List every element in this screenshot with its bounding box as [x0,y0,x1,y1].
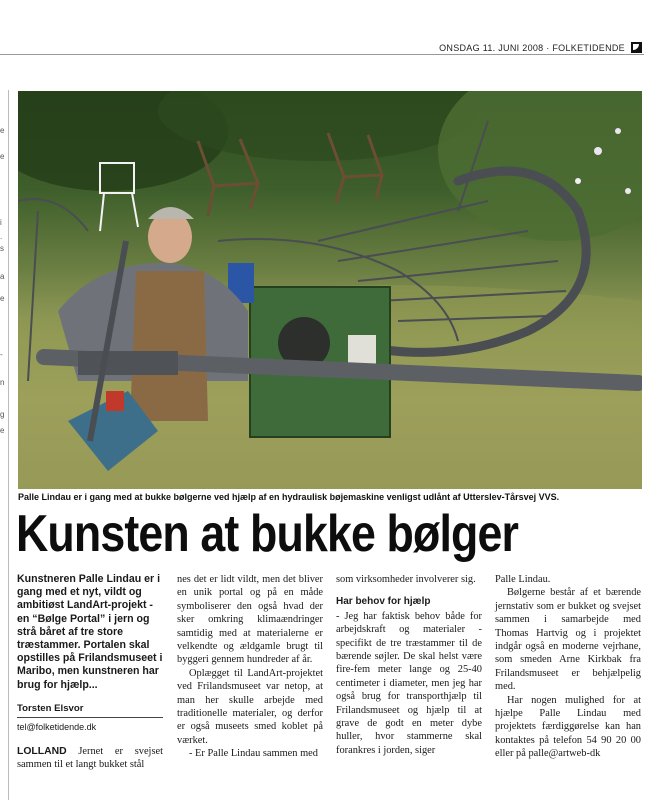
article-column-1 [17,573,163,771]
body-paragraph: Har nogen mulighed for at hjælpe Palle Lindau med projektets færdiggørelse kan han kontaktes på telefon 54 90 20 00 eller på palle@artweb-dk [495,694,641,760]
gutter-glyph: - [0,350,3,359]
gutter-glyph: e [0,152,5,161]
gutter-glyph: g [0,410,5,419]
gutter-glyph: n [0,378,5,387]
body-text: Jernet er svejset sammen til et langt bukket stål [17,745,163,771]
article-lead: Kunstneren Palle Lindau er i gang med et nyt, vildt og ambitiøst LandArt-projekt - en “Bølge Portal” i jern og strå båret af tre store træstammer. Portalen skal opstilles på Frilandsmuseet i Maribo, men kunstneren har brug for hjælp... [17,573,163,691]
subheading: Har behov for hjælp [336,596,431,608]
photo-illustration [18,91,642,489]
gutter-glyph: i [0,218,2,227]
article-column-4 [495,573,641,761]
gutter-glyph: a [0,272,5,281]
page-header [439,42,642,53]
article-column-2 [177,573,323,761]
gutter-glyph: . [0,232,3,241]
body-paragraph: - Jeg har faktisk behov både for arbejdskraft og materialer - specifikt de tre træstammer til de bærende søjler. De skal helst være fire-fem meter lange og 25-40 centimeter i diameter, men jeg har også brug for transporthjælp til Frilandsmuseet og hjælp til at grave de godt en meter dybe huller, hvor stammerne skal forankres i jorden, siger [336,610,482,756]
body-paragraph [17,745,163,772]
author-email: tel@folketidende.dk [17,722,97,733]
article-photo [18,91,642,489]
body-paragraph: Palle Lindau. [495,574,551,585]
body-paragraph: som virksomheder involverer sig. [336,574,476,585]
body-paragraph: Oplægget til LandArt-projektet ved Frilandsmuseet var netop, at man her skulle arbejde med traditionelle materialer, og derfor er også museets smed koblet på værket. [177,667,323,746]
byline-rule [17,717,163,718]
gutter-rule [8,90,9,800]
body-paragraph: nes det er lidt vildt, men det bliver en unik portal og på en måde symboliserer den også hvad der sker omkring klimaændringer samtidig med at materialerne er velkendte og ældgamle brugt til byggeri gennem hundreder af år. [177,574,323,666]
gutter-glyph: s [0,244,4,253]
gutter-glyph: e [0,426,5,435]
article-headline: Kunsten at bukke bølger [16,505,519,563]
gutter-glyph: e [0,294,5,303]
body-paragraph: Bølgerne består af et bærende jernstativ som er bukket og svejset sammen i samarbejde med Thomas Hartvig og i projektet indgår også en moderne vejrhane, som smeden Arne Kirkbak fra Frilandsmuseet er behjælpelig med. [495,587,641,693]
header-text: ONSDAG 11. JUNI 2008 · FOLKETIDENDE [439,42,625,53]
body-paragraph: - Er Palle Lindau sammen med [189,748,318,760]
gutter-glyph: e [0,126,5,135]
page-marker-icon [631,42,642,53]
header-rule [0,54,644,55]
photo-caption: Palle Lindau er i gang med at bukke bølgerne ved hjælp af en hydraulisk bøjemaskine venligst udlånt af Utterslev-Tårsvej VVS. [18,492,560,502]
byline: Torsten Elsvor [17,702,84,714]
dateline: LOLLAND [17,745,67,757]
article-column-3 [336,573,482,757]
